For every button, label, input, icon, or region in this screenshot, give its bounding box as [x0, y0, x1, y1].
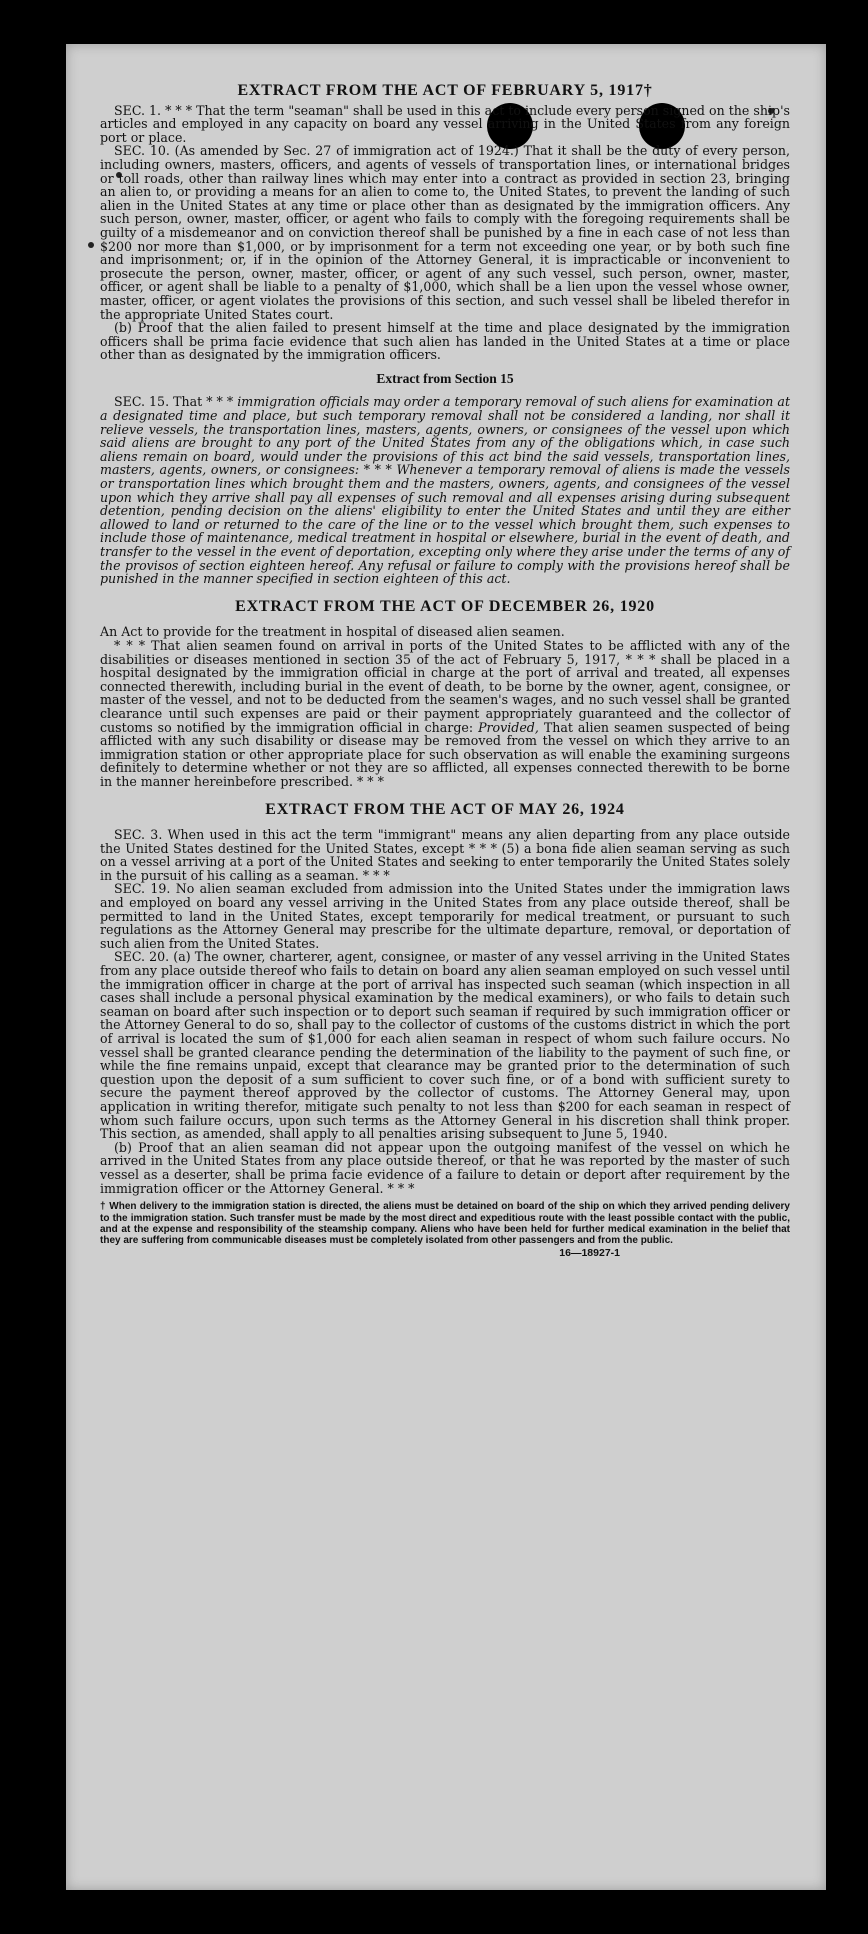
section-1: SEC. 1. * * * That the term "seaman" shall be used in this act to include every person signed on the ship's articles and employed in any capacity on board any vessel arriving in the United States from any foreign port or place.: [100, 102, 790, 145]
form-number: 16—18927-1: [559, 1246, 620, 1259]
section-20b: (b) Proof that an alien seaman did not appear upon the outgoing manifest of the vessel on which he arrived in the United States from any place outside thereof, or that he was reported by the master of such vessel as a deserter, shall be prima facie evidence of a failure to detain or deport after requirement by the immigration officer or the Attorney General. * * *: [100, 1139, 790, 1196]
act-1920-provided: Provided,: [478, 719, 539, 735]
act-1920-body-a: * * * That alien seamen found on arrival in ports of the United States to be afflicted with any of the disabilities or diseases mentioned in section 35 of the act of February 5, 1917, * * * shall be placed in a hospital designated by the immigration official in charge at the port of arrival and treated, all expenses connected therewith, including burial in the event of death, to be borne by the owner, agent, consignee, or master of the vessel, and not to be deducted from the seamen's wages, and no such vessel shall be granted clearance until such expenses are paid or their payment appropriately guaranteed and the collector of customs so notified by the immigration official in charge:: [100, 637, 790, 735]
section-10a: SEC. 10. (As amended by Sec. 27 of immigration act of 1924.) That it shall be the duty of every person, including owners, masters, officers, and agents of vessels of transportation lines, or international bridges or toll roads, other than railway lines which may enter into a contract as provided in section 23, bringing an alien to, or providing a means for an alien to come to, the United States, to prevent the landing of such alien in the United States at any time or place other than as designated by the immigration officers. Any such person, owner, master, officer, or agent who fails to comply with the foregoing requirements shall be guilty of a misdemeanor and on conviction thereof shall be punished by a fine in each case of not less than $200 nor more than $1,000, or by imprisonment for a term not exceeding one year, or by both such fine and imprisonment; or, if in the opinion of the Attorney General, it is impracticable or inconvenient to prosecute the person, owner, master, officer, or agent of any such vessel, such person, owner, master, officer, or agent shall be liable to a penalty of $1,000, which shall be a lien upon the vessel whose owner, master, officer, or agent violates the provisions of this section, and such vessel shall be libeled therefor in the appropriate United States court.: [100, 143, 790, 322]
heading-act-1924: EXTRACT FROM THE ACT OF MAY 26, 1924: [265, 800, 625, 818]
section-15: [100, 395, 790, 585]
section-15-text: immigration officials may order a temporary removal of such aliens for examination at a designated time and place, but such temporary removal shall not be considered a landing, nor shall it relieve vessels, the transportation lines, masters, agents, owners, or consignees of the vessel upon which said aliens are brought to any port of the United States from any of the obligations which, in case such aliens remain on board, would under the provisions of this act bind the said vessels, transportation lines, masters, agents, owners, or consignees: * * * Whenever a temporary removal of aliens is made the vessels or transportation lines which brought them and the masters, owners, agents, and consignees of the vessel upon which they arrive shall pay all expenses of such removal and all expenses arising during subsequent detention, pending decision on the aliens' eligibility to enter the United States and until they are either allowed to land or returned to the care of the line or to the vessel which brought them, such expenses to include those of maintenance, medical treatment in hospital or elsewhere, burial in the event of death, and transfer to the vessel in the event of deportation, excepting only where they arise under the terms of any of the provisos of section eighteen hereof. Any refusal or failure to comply with the provisions hereof shall be punished in the manner specified in section eighteen of this act.: [100, 394, 791, 587]
act-1920-title: An Act to provide for the treatment in hospital of diseased alien seamen.: [100, 624, 565, 640]
subheading-section-15: Extract from Section 15: [376, 370, 514, 386]
document-page: [66, 44, 826, 1890]
section-10b: (b) Proof that the alien failed to present himself at the time and place designated by the immigration officers shall be prima facie evidence that such alien has landed in the United States at a time or place other than as designated by the immigration officers.: [100, 320, 790, 363]
section-3: SEC. 3. When used in this act the term "immigrant" means any alien departing from any place outside the United States destined for the United States, except * * * (5) a bona fide alien seaman serving as such on a vessel arriving at a port of the United States and seeking to enter temporarily the United States solely in the pursuit of his calling as a seaman. * * *: [100, 827, 790, 883]
act-1920-body: [100, 639, 790, 789]
heading-act-1917: EXTRACT FROM THE ACT OF FEBRUARY 5, 1917†: [237, 82, 653, 99]
document-body: [100, 84, 790, 1260]
heading-act-1920: EXTRACT FROM THE ACT OF DECEMBER 26, 1920: [235, 597, 655, 615]
section-20a: SEC. 20. (a) The owner, charterer, agent, consignee, or master of any vessel arriving in the United States from any place outside thereof who fails to detain on board any alien seaman employed on such vessel until the immigration officer in charge at the port of arrival has inspected such seaman (which inspection in all cases shall include a personal physical examination by the medical examiners), or who fails to detain such seaman on board after such inspection or to deport such seaman if required by such immigration officer or the Attorney General to do so, shall pay to the collector of customs of the customs district in which the port of arrival is located the sum of $1,000 for each alien seaman in respect of whom such failure occurs. No vessel shall be granted clearance pending the determination of the liability to the payment of such fine, or while the fine remains unpaid, except that clearance may be granted prior to the determination of such question upon the deposit of a sum sufficient to cover such fine, or of a bond with sufficient surety to secure the payment thereof approved by the collector of customs. The Attorney General may, upon application in writing therefor, mitigate such penalty to not less than $200 for each seaman in respect of whom such failure occurs, upon such terms as the Attorney General in his discretion shall think proper. This section, as amended, shall apply to all penalties arising subsequent to June 5, 1940.: [100, 949, 790, 1142]
act-1920-body-b: That alien seamen suspected of being afflicted with any such disability or disease may be removed from the vessel on which they arrive to an immigration station or other appropriate place for such observation as will enable the examining surgeons definitely to determine whether or not they are so afflicted, all expenses connected therewith to be borne in the manner hereinbefore prescribed. * * *: [100, 719, 790, 789]
ink-spot: [88, 242, 94, 248]
section-19: SEC. 19. No alien seaman excluded from admission into the United States under the immigration laws and employed on board any vessel arriving in the United States from any place outside thereof, shall be permitted to land in the United States, except temporarily for medical treatment, or pursuant to such regulations as the Attorney General may prescribe for the ultimate departure, removal, or deportation of such alien from the United States.: [100, 881, 790, 951]
footnote: † When delivery to the immigration station is directed, the aliens must be detained on board of the ship on which they arrived pending delivery to the immigration station. Such transfer must be made by the most direct and expeditious route with the least possible contact with the public, and at the expense and responsibility of the steamship company. Aliens who have been held for further medical examination in the belief that they are suffering from communicable diseases must be completely isolated from other passengers and from the public.: [100, 1201, 790, 1247]
section-15-lead: SEC. 15. That * * *: [114, 394, 238, 410]
